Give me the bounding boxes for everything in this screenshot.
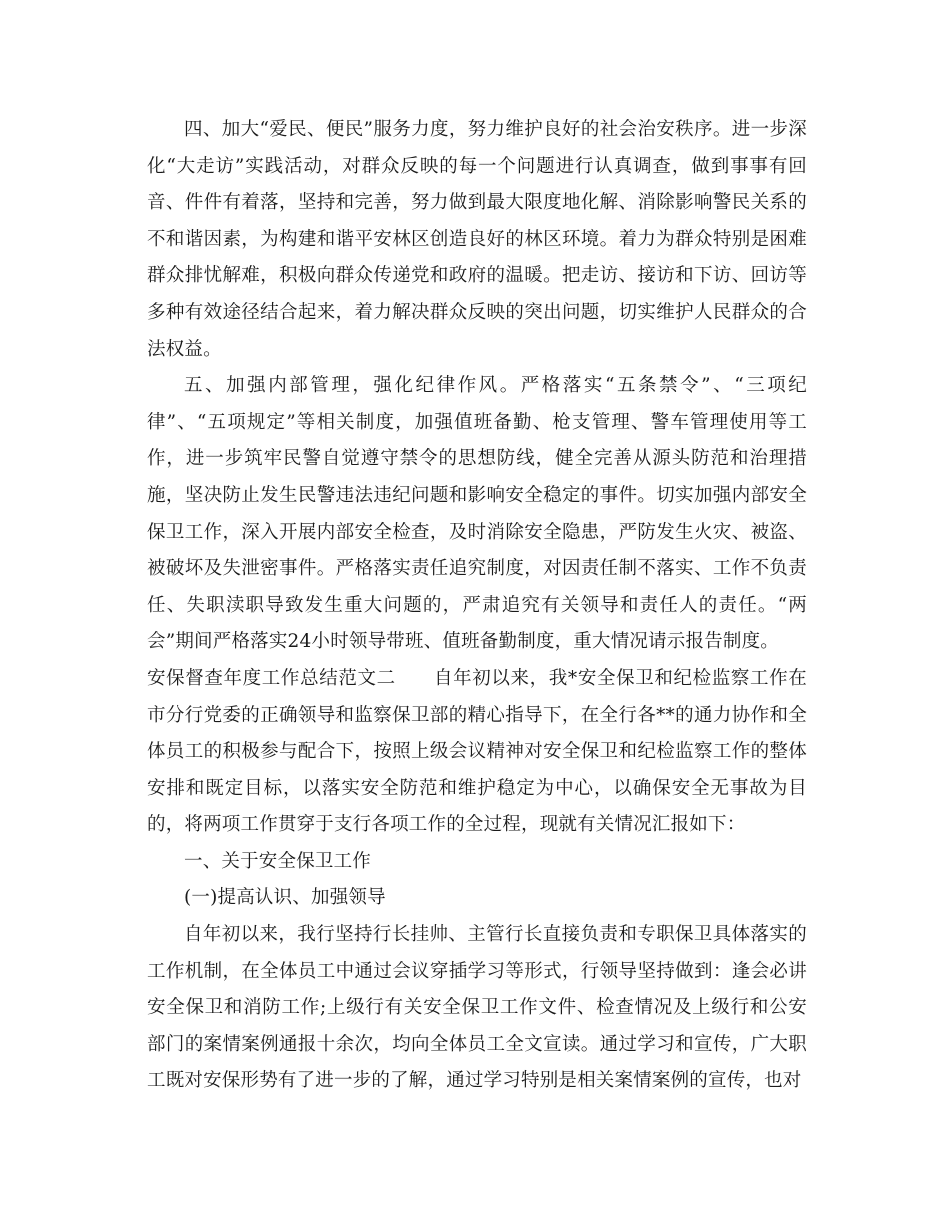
- paragraph-work-mechanism: 自年初以来，我行坚持行长挂帅、主管行长直接负责和专职保卫具体落实的工作机制，在全体员工中通过会议穿插学习等形式，行领导坚持做到：逢会必讲安全保卫和消防工作;上级行有关安全保卫工作文件、检查情况及上级行和公安部门的案情案例通报十余次，均向全体员工全文宣读。通过学习和宣传，广大职工既对安保形势有了进一步的了解，通过学习特别是相关案情案例的宣传，也对: [147, 924, 807, 1092]
- subheading-raise-awareness: (一)提高认识、加强领导: [184, 887, 386, 909]
- paragraph-section-5: 五、加强内部管理，强化纪律作风。严格落实“五条禁令”、“三项纪律”、“五项规定”等相关制度，加强值班备勤、枪支管理、警车管理使用等工作，进一步筑牢民警自觉遵守禁令的思想防线，健全完善从源头防范和治理措施，坚决防止发生民警违法违纪问题和影响安全稳定的事件。切实加强内部安全保卫工作，深入开展内部安全检查，及时消除安全隐患，严防发生火灾、被盗、被破坏及失泄密事件。严格落实责任追究制度，对因责任制不落实、工作不负责任、失职渎职导致发生重大问题的，严肃追究有关领导和责任人的责任。“两会”期间严格落实24小时领导带班、值班备勤制度，重大情况请示报告制度。: [147, 375, 807, 653]
- document-body: [147, 112, 807, 1100]
- paragraph-section-4: 四、加大“爱民、便民”服务力度，努力维护良好的社会治安秩序。进一步深化“大走访”实践活动，对群众反映的每一个问题进行认真调查，做到事事有回音、件件有着落，坚持和完善，努力做到最大限度地化解、消除影响警民关系的不和谐因素，为构建和谐平安林区创造良好的林区环境。着力为群众特别是困难群众排忧解难，积极向群众传递党和政府的温暖。把走访、接访和下访、回访等多种有效途径结合起来，着力解决群众反映的突出问题，切实维护人民群众的合法权益。: [147, 119, 807, 360]
- paragraph-sample-two-intro: 安保督查年度工作总结范文二 自年初以来，我*安全保卫和纪检监察工作在市分行党委的正确领导和监察保卫部的精心指导下，在全行各**的通力协作和全体员工的积极参与配合下，按照上级会议精神对安全保卫和纪检监察工作的整体安排和既定目标，以落实安全防范和维护稳定为中心，以确保安全无事故为目的，将两项工作贯穿于支行各项工作的全过程，现就有关情况汇报如下：: [147, 667, 807, 836]
- heading-security-work: 一、关于安全保卫工作: [184, 850, 372, 872]
